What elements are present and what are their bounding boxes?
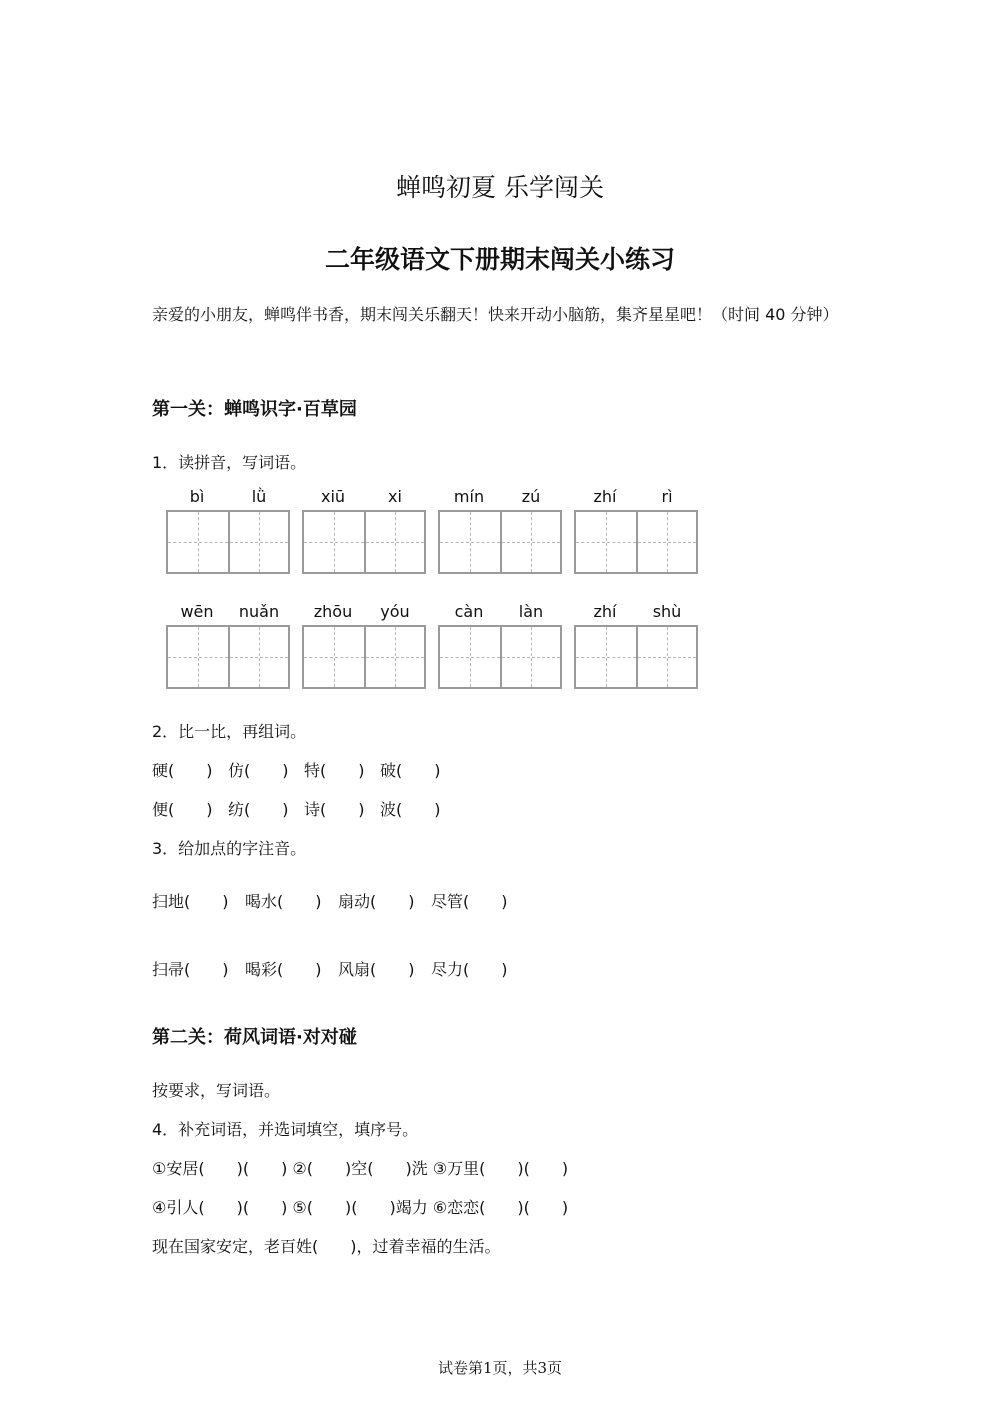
pinyin-label: zú [521,487,541,506]
pinyin-label: nuǎn [238,602,280,621]
pinyin-item[interactable]: 扫地( ) [152,892,229,911]
writing-boxes[interactable] [574,625,698,689]
writing-cell[interactable] [636,512,696,572]
q4-line-2[interactable]: ④引人( )( ) ⑤( )( )竭力 ⑥恋恋( )( ) [152,1198,569,1217]
pinyin-label: wēn [180,602,214,621]
pinyin-label: yóu [380,602,410,621]
compare-item[interactable]: 纺( ) [228,800,289,819]
compare-item[interactable]: 破( ) [380,761,441,780]
writing-cell[interactable] [500,512,560,572]
word-item [574,599,698,689]
writing-cell[interactable] [576,512,636,572]
page-title: 二年级语文下册期末闯关小练习 [324,245,675,274]
pinyin-label: càn [454,602,484,621]
writing-cell[interactable] [636,627,696,687]
word-item [574,484,698,574]
pinyin-item[interactable]: 风扇( ) [338,960,415,979]
writing-cell[interactable] [304,627,364,687]
pinyin-label: zhí [593,602,617,621]
pinyin-label: rì [661,487,673,506]
word-item [166,484,290,574]
writing-boxes[interactable] [166,625,290,689]
pinyin-label: mín [453,487,485,506]
pinyin-item[interactable]: 尽管( ) [431,892,508,911]
writing-boxes[interactable] [302,625,426,689]
pinyin-item[interactable]: 扫帚( ) [152,960,229,979]
word-item [438,599,562,689]
q4-line-1[interactable]: ①安居( )( ) ②( )空( )洗 ③万里( )( ) [152,1159,569,1178]
section2-heading: 第二关：荷风词语·对对碰 [152,1027,357,1048]
compare-item[interactable]: 硬( ) [152,761,213,780]
pinyin-grid-row-2 [166,599,698,689]
q3-line-1 [152,889,524,912]
q4-prompt: 4．补充词语，并选词填空，填序号。 [152,1120,419,1139]
writing-cell[interactable] [500,627,560,687]
pinyin-item[interactable]: 扇动( ) [338,892,415,911]
q1-prompt: 1．读拼音，写词语。 [152,453,307,472]
writing-cell[interactable] [304,512,364,572]
writing-cell[interactable] [364,512,424,572]
compare-item[interactable]: 仿( ) [228,761,289,780]
pinyin-grid-row-1 [166,484,698,574]
writing-boxes[interactable] [438,625,562,689]
intro-text: 亲爱的小朋友，蝉鸣伴书香，期末闯关乐翻天！快来开动小脑筋，集齐星星吧！（时间 40 分钟） [152,305,839,324]
q2-line-2 [152,797,456,820]
pinyin-label: shù [652,602,682,621]
writing-cell[interactable] [168,512,228,572]
writing-cell[interactable] [228,512,288,572]
q4-sentence[interactable]: 现在国家安定，老百姓( )，过着幸福的生活。 [152,1237,501,1256]
writing-cell[interactable] [440,512,500,572]
pinyin-label: xi [388,487,402,506]
q3-prompt: 3．给加点的字注音。 [152,839,307,858]
writing-boxes[interactable] [302,510,426,574]
writing-boxes[interactable] [166,510,290,574]
page-footer: 试卷第1页，共3页 [437,1359,563,1377]
compare-item[interactable]: 波( ) [380,800,441,819]
pinyin-label: bì [189,487,205,506]
q2-prompt: 2．比一比，再组词。 [152,722,307,741]
header-title: 蝉鸣初夏 乐学闯关 [396,173,604,202]
compare-item[interactable]: 便( ) [152,800,213,819]
writing-cell[interactable] [364,627,424,687]
writing-cell[interactable] [576,627,636,687]
word-item [302,484,426,574]
pinyin-label: làn [518,602,544,621]
compare-item[interactable]: 诗( ) [304,800,365,819]
word-item [166,599,290,689]
writing-cell[interactable] [228,627,288,687]
writing-boxes[interactable] [438,510,562,574]
pinyin-label: xiū [320,487,346,506]
word-item [438,484,562,574]
pinyin-label: zhí [593,487,617,506]
pinyin-item[interactable]: 喝水( ) [245,892,322,911]
writing-cell[interactable] [168,627,228,687]
pinyin-label: lǜ [251,487,267,506]
pinyin-label: zhōu [313,602,353,621]
word-item [302,599,426,689]
pinyin-item[interactable]: 喝彩( ) [245,960,322,979]
q3-line-2 [152,957,524,980]
pinyin-item[interactable]: 尽力( ) [431,960,508,979]
writing-cell[interactable] [440,627,500,687]
section1-heading: 第一关：蝉鸣识字·百草园 [152,399,357,420]
section2-instruction: 按要求，写词语。 [152,1081,281,1100]
writing-boxes[interactable] [574,510,698,574]
compare-item[interactable]: 特( ) [304,761,365,780]
q2-line-1 [152,758,456,781]
